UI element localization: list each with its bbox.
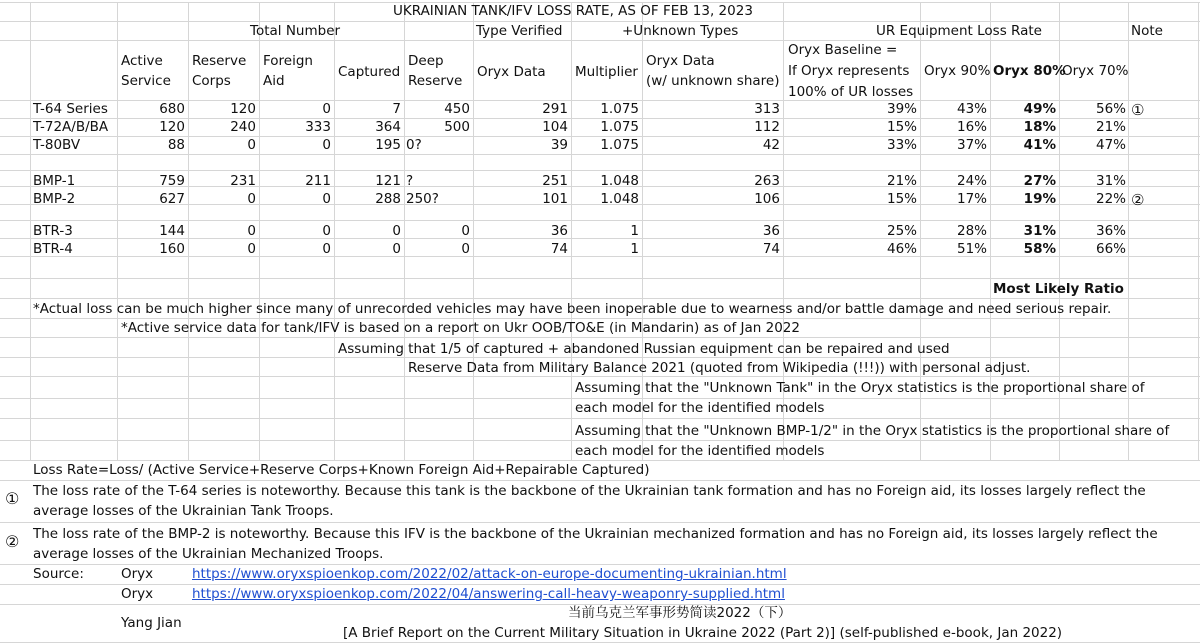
cell-foreign: 0: [322, 191, 331, 207]
header-baseline-1: Oryx Baseline =: [788, 42, 898, 58]
footnote-bmp2: The loss rate of the BMP-2 is noteworthy. Because this IFV is the backbone of the Ukrainian mechanized formation and has no Foreign aid, its losses largely reflect the average losses of the Ukrainian Mechanized Troops.: [33, 526, 1158, 562]
cell-o80: 18%: [1023, 119, 1056, 135]
cell-oryx_u: 106: [754, 191, 780, 207]
cell-reserve: 0: [247, 137, 256, 153]
note-unknown-bmp: Assuming that the "Unknown BMP-1/2" in the Oryx statistics is the proportional share of each model for the identified models: [575, 423, 1170, 459]
cell-reserve: 231: [230, 173, 256, 189]
cell-active: 680: [159, 101, 185, 117]
grid-row-line: [0, 564, 1200, 565]
header-baseline-2: If Oryx represents: [788, 63, 910, 79]
grid-row-line: [0, 376, 1200, 377]
cell-foreign: 211: [305, 173, 331, 189]
cell-mult: 1.075: [600, 101, 639, 117]
grid-row-line: [0, 220, 1200, 221]
cell-base: 21%: [886, 173, 917, 189]
source-label: Source:: [33, 566, 84, 582]
grid-row-line: [0, 154, 1200, 155]
cell-o90: 43%: [956, 101, 987, 117]
grid-row-line: [0, 584, 1200, 585]
cell-captured: 288: [375, 191, 401, 207]
grid-col-line: [30, 2, 31, 460]
cell-reserve: 0: [247, 223, 256, 239]
cell-oryx: 291: [542, 101, 568, 117]
grid-row-line: [0, 278, 1200, 279]
cell-o90: 28%: [956, 223, 987, 239]
cell-captured: 7: [392, 101, 401, 117]
grid-col-line: [404, 2, 405, 460]
grid-row-line: [0, 298, 1200, 299]
cell-base: 15%: [886, 119, 917, 135]
cell-active: 759: [159, 173, 185, 189]
cell-oryx_u: 112: [754, 119, 780, 135]
cell-o70: 22%: [1095, 191, 1126, 207]
cell-oryx_u: 74: [762, 241, 780, 257]
cell-reserve: 0: [247, 241, 256, 257]
cell-mult: 1: [630, 241, 639, 257]
header-oryx-data: Oryx Data: [477, 64, 546, 80]
cell-oryx_u: 36: [762, 223, 780, 239]
cell-deep: ?: [406, 173, 414, 189]
cell-oryx: 74: [550, 241, 568, 257]
grid-row-line: [0, 337, 1200, 338]
cell-o80: 19%: [1023, 191, 1056, 207]
grid-row-line: [0, 318, 1200, 319]
source-3-name: Yang Jian: [121, 615, 182, 631]
cell-captured: 195: [375, 137, 401, 153]
cell-foreign: 0: [322, 101, 331, 117]
cell-foreign: 0: [322, 223, 331, 239]
cell-deep: 0: [461, 223, 470, 239]
header-deep-2: Reserve: [408, 73, 463, 89]
cell-oryx: 251: [542, 173, 568, 189]
cell-o80: 31%: [1023, 223, 1056, 239]
cell-o80: 58%: [1023, 241, 1056, 257]
cell-mult: 1.048: [600, 173, 639, 189]
cell-reserve: 120: [230, 101, 256, 117]
cell-name: BTR-3: [33, 223, 73, 239]
cell-name: T-80BV: [33, 137, 81, 153]
cell-name: BTR-4: [33, 241, 73, 257]
cell-base: 33%: [886, 137, 917, 153]
note-reserve-data: Reserve Data from Military Balance 2021 (quoted from Wikipedia (!!!)) with personal adjust.: [408, 360, 1031, 376]
header-deep-1: Deep: [408, 53, 444, 69]
header-active-2: Service: [121, 73, 171, 89]
cell-foreign: 333: [305, 119, 331, 135]
cell-o80: 27%: [1023, 173, 1056, 189]
header-oryx-80: Oryx 80%: [993, 63, 1066, 79]
cell-name: BMP-2: [33, 191, 76, 207]
cell-o70: 31%: [1095, 173, 1126, 189]
sheet-title: UKRAINIAN TANK/IFV LOSS RATE, AS OF FEB 13, 2023: [393, 3, 753, 19]
cell-mult: 1: [630, 223, 639, 239]
cell-captured: 364: [375, 119, 401, 135]
cell-oryx: 101: [542, 191, 568, 207]
header-foreign-2: Aid: [263, 73, 285, 89]
group-total-number: Total Number: [250, 23, 341, 39]
header-baseline-3: 100% of UR losses: [788, 84, 914, 100]
cell-name: T-72A/B/BA: [33, 119, 109, 135]
cell-o90: 51%: [956, 241, 987, 257]
cell-captured: 0: [392, 241, 401, 257]
header-oryx-unknown-2: (w/ unknown share): [646, 73, 780, 89]
source-2-link[interactable]: https://www.oryxspioenkop.com/2022/04/answering-call-heavy-weaponry-supplied.html: [192, 586, 785, 602]
cell-reserve: 0: [247, 191, 256, 207]
grid-col-line: [1198, 2, 1199, 460]
footnote-t64: The loss rate of the T-64 series is noteworthy. Because this tank is the backbone of the Ukrainian tank formation and has no Foreign aid, its losses largely reflect the average losses of the Ukrainian Tank Troops.: [33, 483, 1146, 519]
footnote-marker-2: ②: [5, 532, 20, 551]
cell-oryx: 36: [550, 223, 568, 239]
header-reserve-2: Corps: [192, 73, 231, 89]
cell-oryx: 104: [542, 119, 568, 135]
group-ur-loss-rate: UR Equipment Loss Rate: [876, 23, 1042, 39]
header-oryx-unknown-1: Oryx Data: [646, 53, 715, 69]
cell-foreign: 0: [322, 241, 331, 257]
cell-reserve: 240: [230, 119, 256, 135]
grid-row-line: [0, 418, 1200, 419]
cell-o70: 47%: [1095, 137, 1126, 153]
cell-o70: 56%: [1095, 101, 1126, 117]
cell-mult: 1.048: [600, 191, 639, 207]
cell-base: 39%: [886, 101, 917, 117]
cell-oryx: 39: [550, 137, 568, 153]
cell-o70: 21%: [1095, 119, 1126, 135]
source-3-en-title: [A Brief Report on the Current Military Situation in Ukraine 2022 (Part 2)] (self-published e-book, Jan 2022): [343, 625, 1063, 641]
loss-rate-formula: Loss Rate=Loss/ (Active Service+Reserve Corps+Known Foreign Aid+Repairable Captured): [33, 462, 650, 478]
header-foreign-1: Foreign: [263, 53, 313, 69]
cell-captured: 0: [392, 223, 401, 239]
group-type-verified: Type Verified: [476, 23, 563, 39]
cell-deep: 0: [461, 241, 470, 257]
source-3-cn-title: 当前乌克兰军事形势简读2022（下）: [568, 605, 792, 621]
cell-oryx_u: 313: [754, 101, 780, 117]
cell-mult: 1.075: [600, 137, 639, 153]
cell-deep: 450: [444, 101, 470, 117]
cell-o90: 17%: [956, 191, 987, 207]
grid-row-line: [0, 357, 1200, 358]
cell-oryx_u: 263: [754, 173, 780, 189]
cell-note: ②: [1131, 191, 1145, 209]
cell-active: 627: [159, 191, 185, 207]
cell-o80: 49%: [1023, 101, 1056, 117]
cell-note: ①: [1131, 101, 1145, 119]
header-oryx-70: Oryx 70%: [1062, 63, 1129, 79]
cell-o90: 16%: [956, 119, 987, 135]
cell-deep: 500: [444, 119, 470, 135]
source-1-link[interactable]: https://www.oryxspioenkop.com/2022/02/attack-on-europe-documenting-ukrainian.html: [192, 566, 787, 582]
cell-o70: 66%: [1095, 241, 1126, 257]
cell-active: 144: [159, 223, 185, 239]
header-oryx-90: Oryx 90%: [924, 63, 991, 79]
cell-base: 46%: [886, 241, 917, 257]
cell-base: 15%: [886, 191, 917, 207]
header-captured: Captured: [338, 64, 401, 80]
group-unknown-types: +Unknown Types: [622, 23, 739, 39]
cell-o70: 36%: [1095, 223, 1126, 239]
cell-o90: 37%: [956, 137, 987, 153]
cell-name: BMP-1: [33, 173, 76, 189]
note-actual-loss: *Actual loss can be much higher since many of unrecorded vehicles may have been inoperable due to wearness and/or battle damage and need serious repair.: [33, 301, 1112, 317]
note-unknown-tank: Assuming that the "Unknown Tank" in the Oryx statistics is the proportional share of each model for the identified models: [575, 380, 1145, 416]
source-2-name: Oryx: [121, 586, 154, 602]
grid-row-line: [0, 21, 1200, 22]
header-active-1: Active: [121, 53, 163, 69]
cell-mult: 1.075: [600, 119, 639, 135]
cell-o80: 41%: [1023, 137, 1056, 153]
cell-deep: 0?: [406, 137, 422, 153]
cell-name: T-64 Series: [33, 101, 108, 117]
cell-active: 120: [159, 119, 185, 135]
cell-captured: 121: [375, 173, 401, 189]
header-multiplier: Multiplier: [575, 64, 638, 80]
note-active-service: *Active service data for tank/IFV is based on a report on Ukr OOB/TO&E (in Mandarin) as of Jan 2022: [121, 320, 800, 336]
most-likely-label: Most Likely Ratio: [993, 281, 1124, 297]
group-note: Note: [1131, 23, 1163, 39]
cell-base: 25%: [886, 223, 917, 239]
cell-active: 160: [159, 241, 185, 257]
grid-row-line: [0, 170, 1200, 171]
grid-row-line: [0, 40, 1200, 41]
source-1-name: Oryx: [121, 566, 154, 582]
cell-deep: 250?: [406, 191, 439, 207]
cell-active: 88: [167, 137, 185, 153]
grid-row-line: [0, 522, 1200, 523]
cell-oryx_u: 42: [762, 137, 780, 153]
footnote-marker-1: ①: [5, 489, 20, 508]
cell-o90: 24%: [956, 173, 987, 189]
note-captured-assumption: Assuming that 1/5 of captured + abandoned Russian equipment can be repaired and used: [338, 341, 950, 357]
header-reserve-1: Reserve: [192, 53, 247, 69]
cell-foreign: 0: [322, 137, 331, 153]
